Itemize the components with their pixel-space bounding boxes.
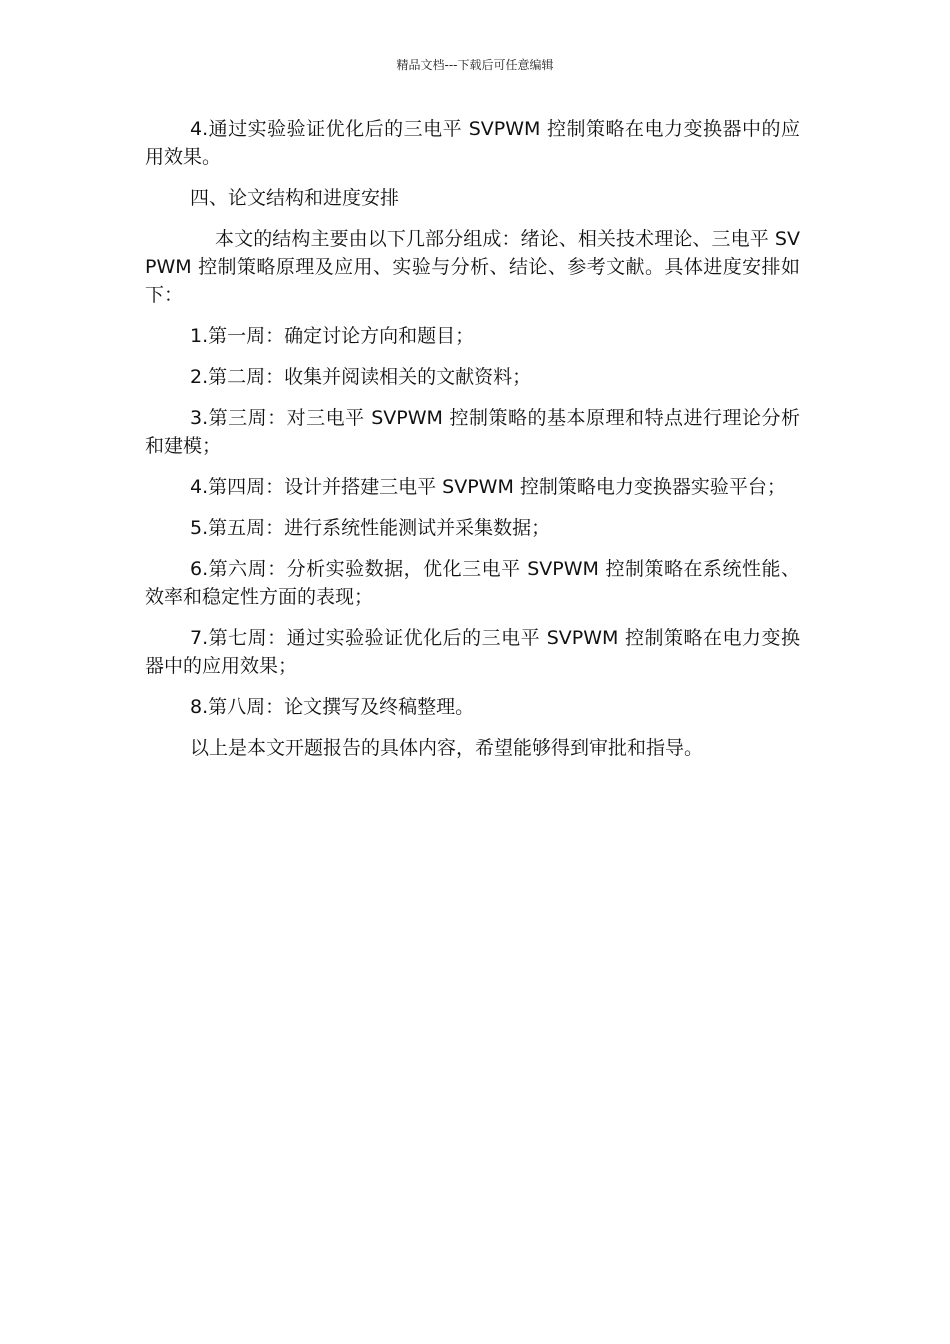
schedule-week-4: 4.第四周：设计并搭建三电平 SVPWM 控制策略电力变换器实验平台； (190, 476, 786, 498)
document-body (145, 115, 800, 775)
schedule-week-6: 6.第六周：分析实验数据，优化三电平 SVPWM 控制策略在系统性能、效率和稳定性方面的表现； (145, 558, 800, 608)
schedule-week-5: 5.第五周：进行系统性能测试并采集数据； (190, 517, 551, 539)
schedule-week-1: 1.第一周：确定讨论方向和题目； (190, 325, 475, 347)
page-header: 精品文档---下载后可任意编辑 (396, 58, 554, 72)
schedule-week-3: 3.第三周：对三电平 SVPWM 控制策略的基本原理和特点进行理论分析和建模； (145, 407, 800, 457)
paragraph-structure: 本文的结构主要由以下几部分组成：绪论、相关技术理论、三电平 SVPWM 控制策略原理及应用、实验与分析、结论、参考文献。具体进度安排如下： (145, 228, 800, 306)
schedule-week-2: 2.第二周：收集并阅读相关的文献资料； (190, 366, 532, 388)
paragraph-goal-4: 4.通过实验验证优化后的三电平 SVPWM 控制策略在电力变换器中的应用效果。 (145, 118, 800, 168)
schedule-week-7: 7.第七周：通过实验验证优化后的三电平 SVPWM 控制策略在电力变换器中的应用效果； (145, 627, 800, 677)
section-heading: 四、论文结构和进度安排 (190, 187, 400, 209)
schedule-week-8: 8.第八周：论文撰写及终稿整理。 (190, 696, 475, 718)
closing-paragraph: 以上是本文开题报告的具体内容，希望能够得到审批和指导。 (190, 737, 704, 759)
